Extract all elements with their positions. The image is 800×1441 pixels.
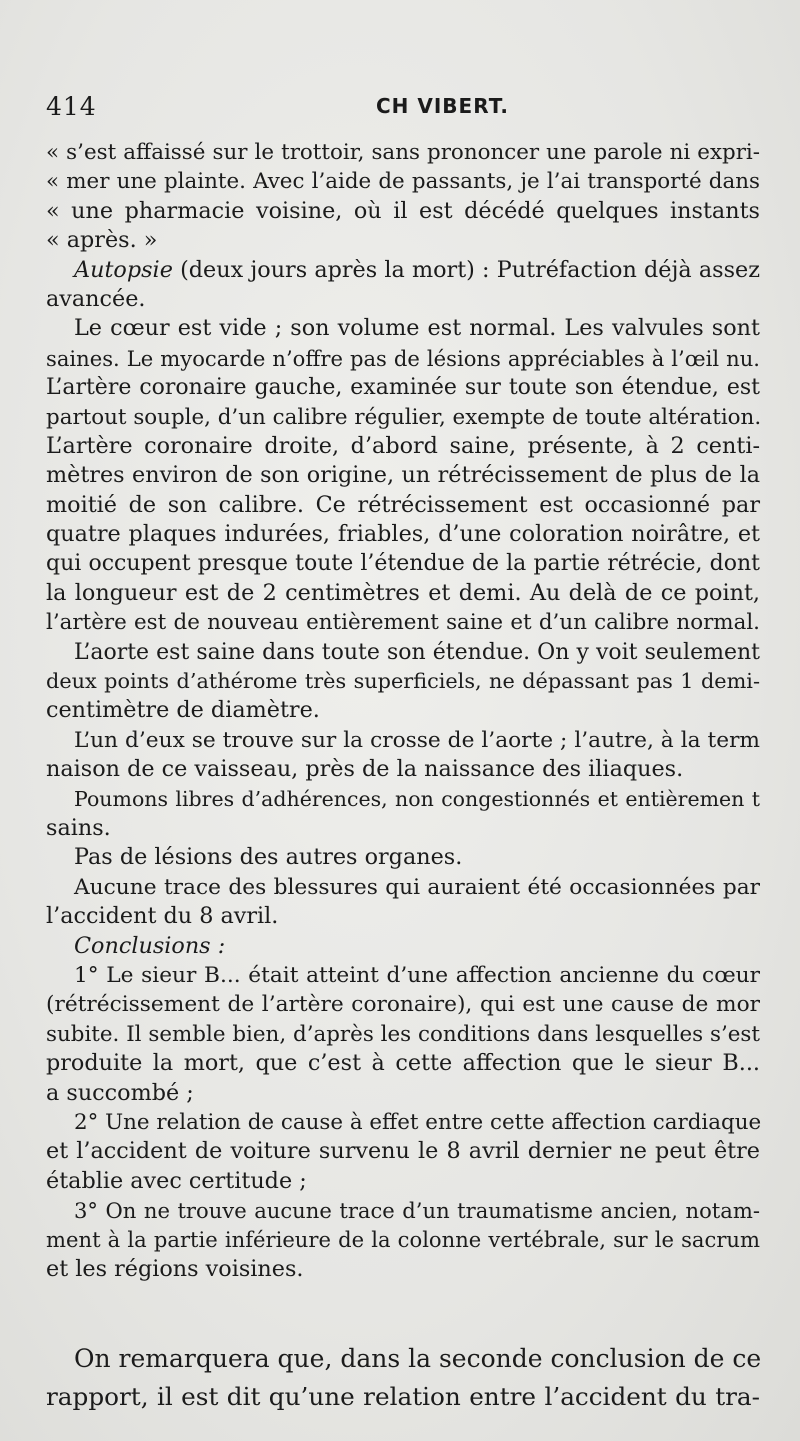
text-line: L’artère coronaire gauche, examinée sur toute son étendue, est bbox=[46, 375, 760, 401]
text-line: l’artère est de nouveau entièrement saine et d’un calibre normal. bbox=[46, 610, 760, 636]
text-line: ment à la partie inférieure de la colonne vertébrale, sur le sacrum bbox=[46, 1227, 760, 1253]
page-number: 414 bbox=[46, 92, 97, 121]
text-line: et les régions voisines. bbox=[46, 1255, 304, 1282]
text-line: L’un d’eux se trouve sur la crosse de l’aorte ; l’autre, à la term bbox=[74, 727, 760, 753]
text-line: subite. Il semble bien, d’après les conditions dans lesquelles s’est bbox=[46, 1021, 760, 1047]
text-line: partout souple, d’un calibre régulier, exempte de toute altération. bbox=[46, 404, 762, 430]
text-line: rapport, il est dit qu’une relation entre l’accident du tra- bbox=[46, 1382, 760, 1411]
text-line bbox=[46, 932, 760, 961]
text-line: qui occupent presque toute l’étendue de la partie rétrécie, dont bbox=[46, 551, 760, 577]
text-line: naison de ce vaisseau, près de la naissance des iliaques. bbox=[46, 756, 684, 783]
text-fragment: (deux jours après la mort) : Putréfaction déjà assez bbox=[172, 256, 760, 283]
text-line: produite la mort, que c’est à cette affection que le sieur B... bbox=[46, 1050, 760, 1077]
section-label-conclusions: Conclusions : bbox=[74, 932, 226, 959]
text-line bbox=[46, 256, 760, 285]
text-line: établie avec certitude ; bbox=[46, 1167, 307, 1194]
text-line: Pas de lésions des autres organes. bbox=[74, 844, 463, 871]
text-line: Poumons libres d’adhérences, non congestionnés et entièremen t bbox=[74, 786, 760, 811]
text-line: avancée. bbox=[46, 285, 146, 312]
text-line: a succombé ; bbox=[46, 1079, 194, 1106]
body-text bbox=[46, 138, 760, 1284]
text-line: 1° Le sieur B... était atteint d’une affection ancienne du cœur bbox=[74, 962, 760, 988]
text-line: « mer une plainte. Avec l’aide de passants, je l’ai transporté dans bbox=[46, 169, 760, 195]
text-line: « s’est affaissé sur le trottoir, sans prononcer une parole ni expri- bbox=[46, 140, 760, 165]
text-line: Aucune trace des blessures qui auraient été occasionnées par bbox=[74, 874, 760, 900]
text-line: « après. » bbox=[46, 227, 158, 254]
text-line: centimètre de diamètre. bbox=[46, 697, 320, 724]
text-line: mètres environ de son origine, un rétrécissement de plus de la bbox=[46, 462, 760, 489]
text-line: Le cœur est vide ; son volume est normal. Les valvules sont bbox=[74, 315, 760, 342]
text-line: On remarquera que, dans la seconde conclusion de ce bbox=[74, 1344, 762, 1373]
text-line: 3° On ne trouve aucune trace d’un traumatisme ancien, notam- bbox=[74, 1198, 760, 1224]
text-line: (rétrécissement de l’artère coronaire), qui est une cause de mor bbox=[46, 992, 760, 1018]
text-line: l’accident du 8 avril. bbox=[46, 903, 279, 930]
text-line: L’aorte est saine dans toute son étendue. On y voit seulement bbox=[74, 639, 760, 665]
text-line: 2° Une relation de cause à effet entre cette affection cardiaque bbox=[74, 1109, 762, 1135]
text-line: saines. Le myocarde n’offre pas de lésions appréciables à l’œil nu. bbox=[46, 345, 760, 371]
text-line: la longueur est de 2 centimètres et demi. Au delà de ce point, bbox=[46, 579, 760, 606]
text-line: sains. bbox=[46, 814, 111, 841]
page-header bbox=[46, 92, 754, 126]
text-line: et l’accident de voiture survenu le 8 avril dernier ne peut être bbox=[46, 1138, 760, 1165]
section-label-autopsie: Autopsie bbox=[74, 256, 173, 283]
closing-paragraph bbox=[46, 1340, 760, 1416]
text-line: L’artère coronaire droite, d’abord saine, présente, à 2 centi- bbox=[46, 432, 760, 459]
running-head: CH VIBERT. bbox=[376, 94, 509, 118]
text-line: « une pharmacie voisine, où il est décédé quelques instants bbox=[46, 197, 760, 224]
text-line: deux points d’athérome très superficiels, ne dépassant pas 1 demi- bbox=[46, 669, 760, 694]
text-line: moitié de son calibre. Ce rétrécissement est occasionné par bbox=[46, 491, 760, 518]
text-line: quatre plaques indurées, friables, d’une coloration noirâtre, et bbox=[46, 521, 760, 548]
